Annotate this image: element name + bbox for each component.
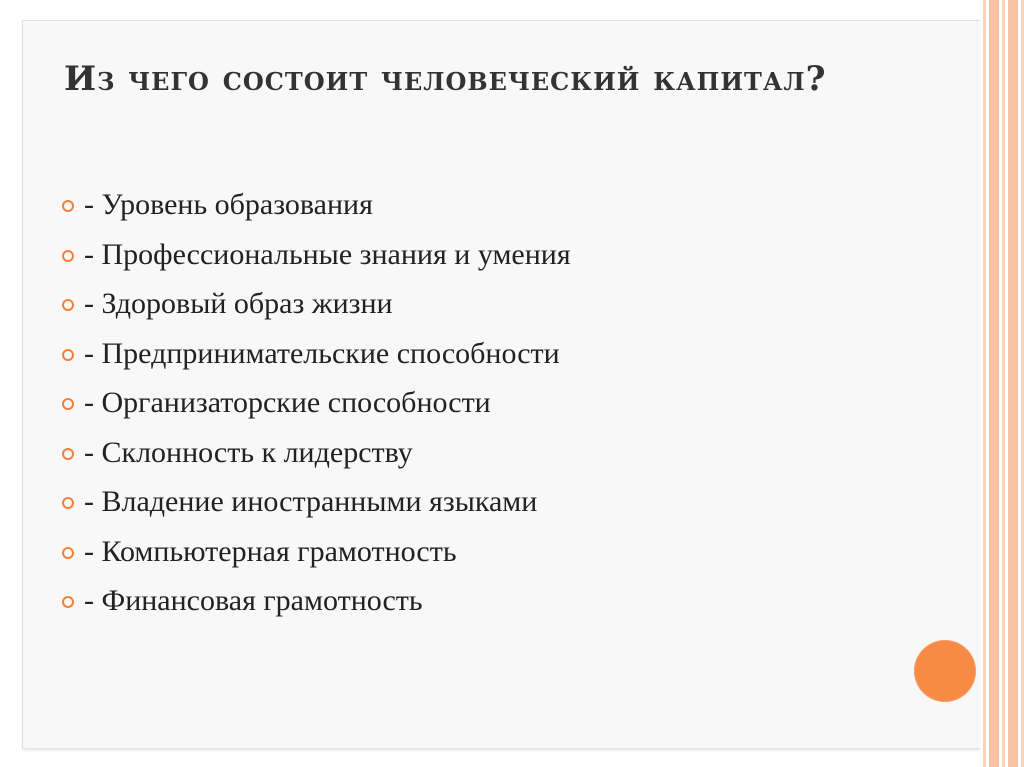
list-item (62, 237, 571, 287)
stripe (1008, 0, 1018, 767)
list-item-text: - Организаторские способности (84, 386, 491, 419)
circle-bullet-icon (62, 200, 74, 212)
list-item (62, 534, 571, 584)
list-item (62, 385, 571, 435)
list-item (62, 583, 571, 633)
list-item-text: - Владение иностранными языками (84, 485, 538, 518)
circle-bullet-icon (62, 547, 74, 559)
circle-bullet-icon (62, 497, 74, 509)
circle-bullet-icon (62, 250, 74, 262)
circle-bullet-icon (62, 398, 74, 410)
list-item (62, 435, 571, 485)
list-item-text: - Финансовая грамотность (84, 584, 423, 617)
list-item (62, 484, 571, 534)
list-item (62, 286, 571, 336)
circle-bullet-icon (62, 299, 74, 311)
list-item-text: - Здоровый образ жизни (84, 287, 393, 320)
list-item-text: - Профессиональные знания и умения (84, 237, 571, 271)
list-item-text: - Уровень образования (84, 188, 373, 221)
decorative-orange-circle (914, 640, 976, 702)
circle-bullet-icon (62, 448, 74, 460)
stripe (1002, 0, 1005, 767)
circle-bullet-icon (62, 349, 74, 361)
decorative-stripes (980, 0, 1024, 767)
circle-bullet-icon (62, 596, 74, 608)
list-item (62, 336, 571, 386)
stripe (989, 0, 999, 767)
bullet-list (62, 187, 571, 633)
list-item (62, 187, 571, 237)
slide-title: Из чего состоит человеческий капитал? (64, 59, 827, 99)
list-item-text: - Компьютерная грамотность (84, 534, 457, 568)
stripe (983, 0, 986, 767)
list-item-text: - Склонность к лидерству (84, 435, 413, 469)
list-item-text: - Предпринимательские способности (84, 336, 560, 370)
